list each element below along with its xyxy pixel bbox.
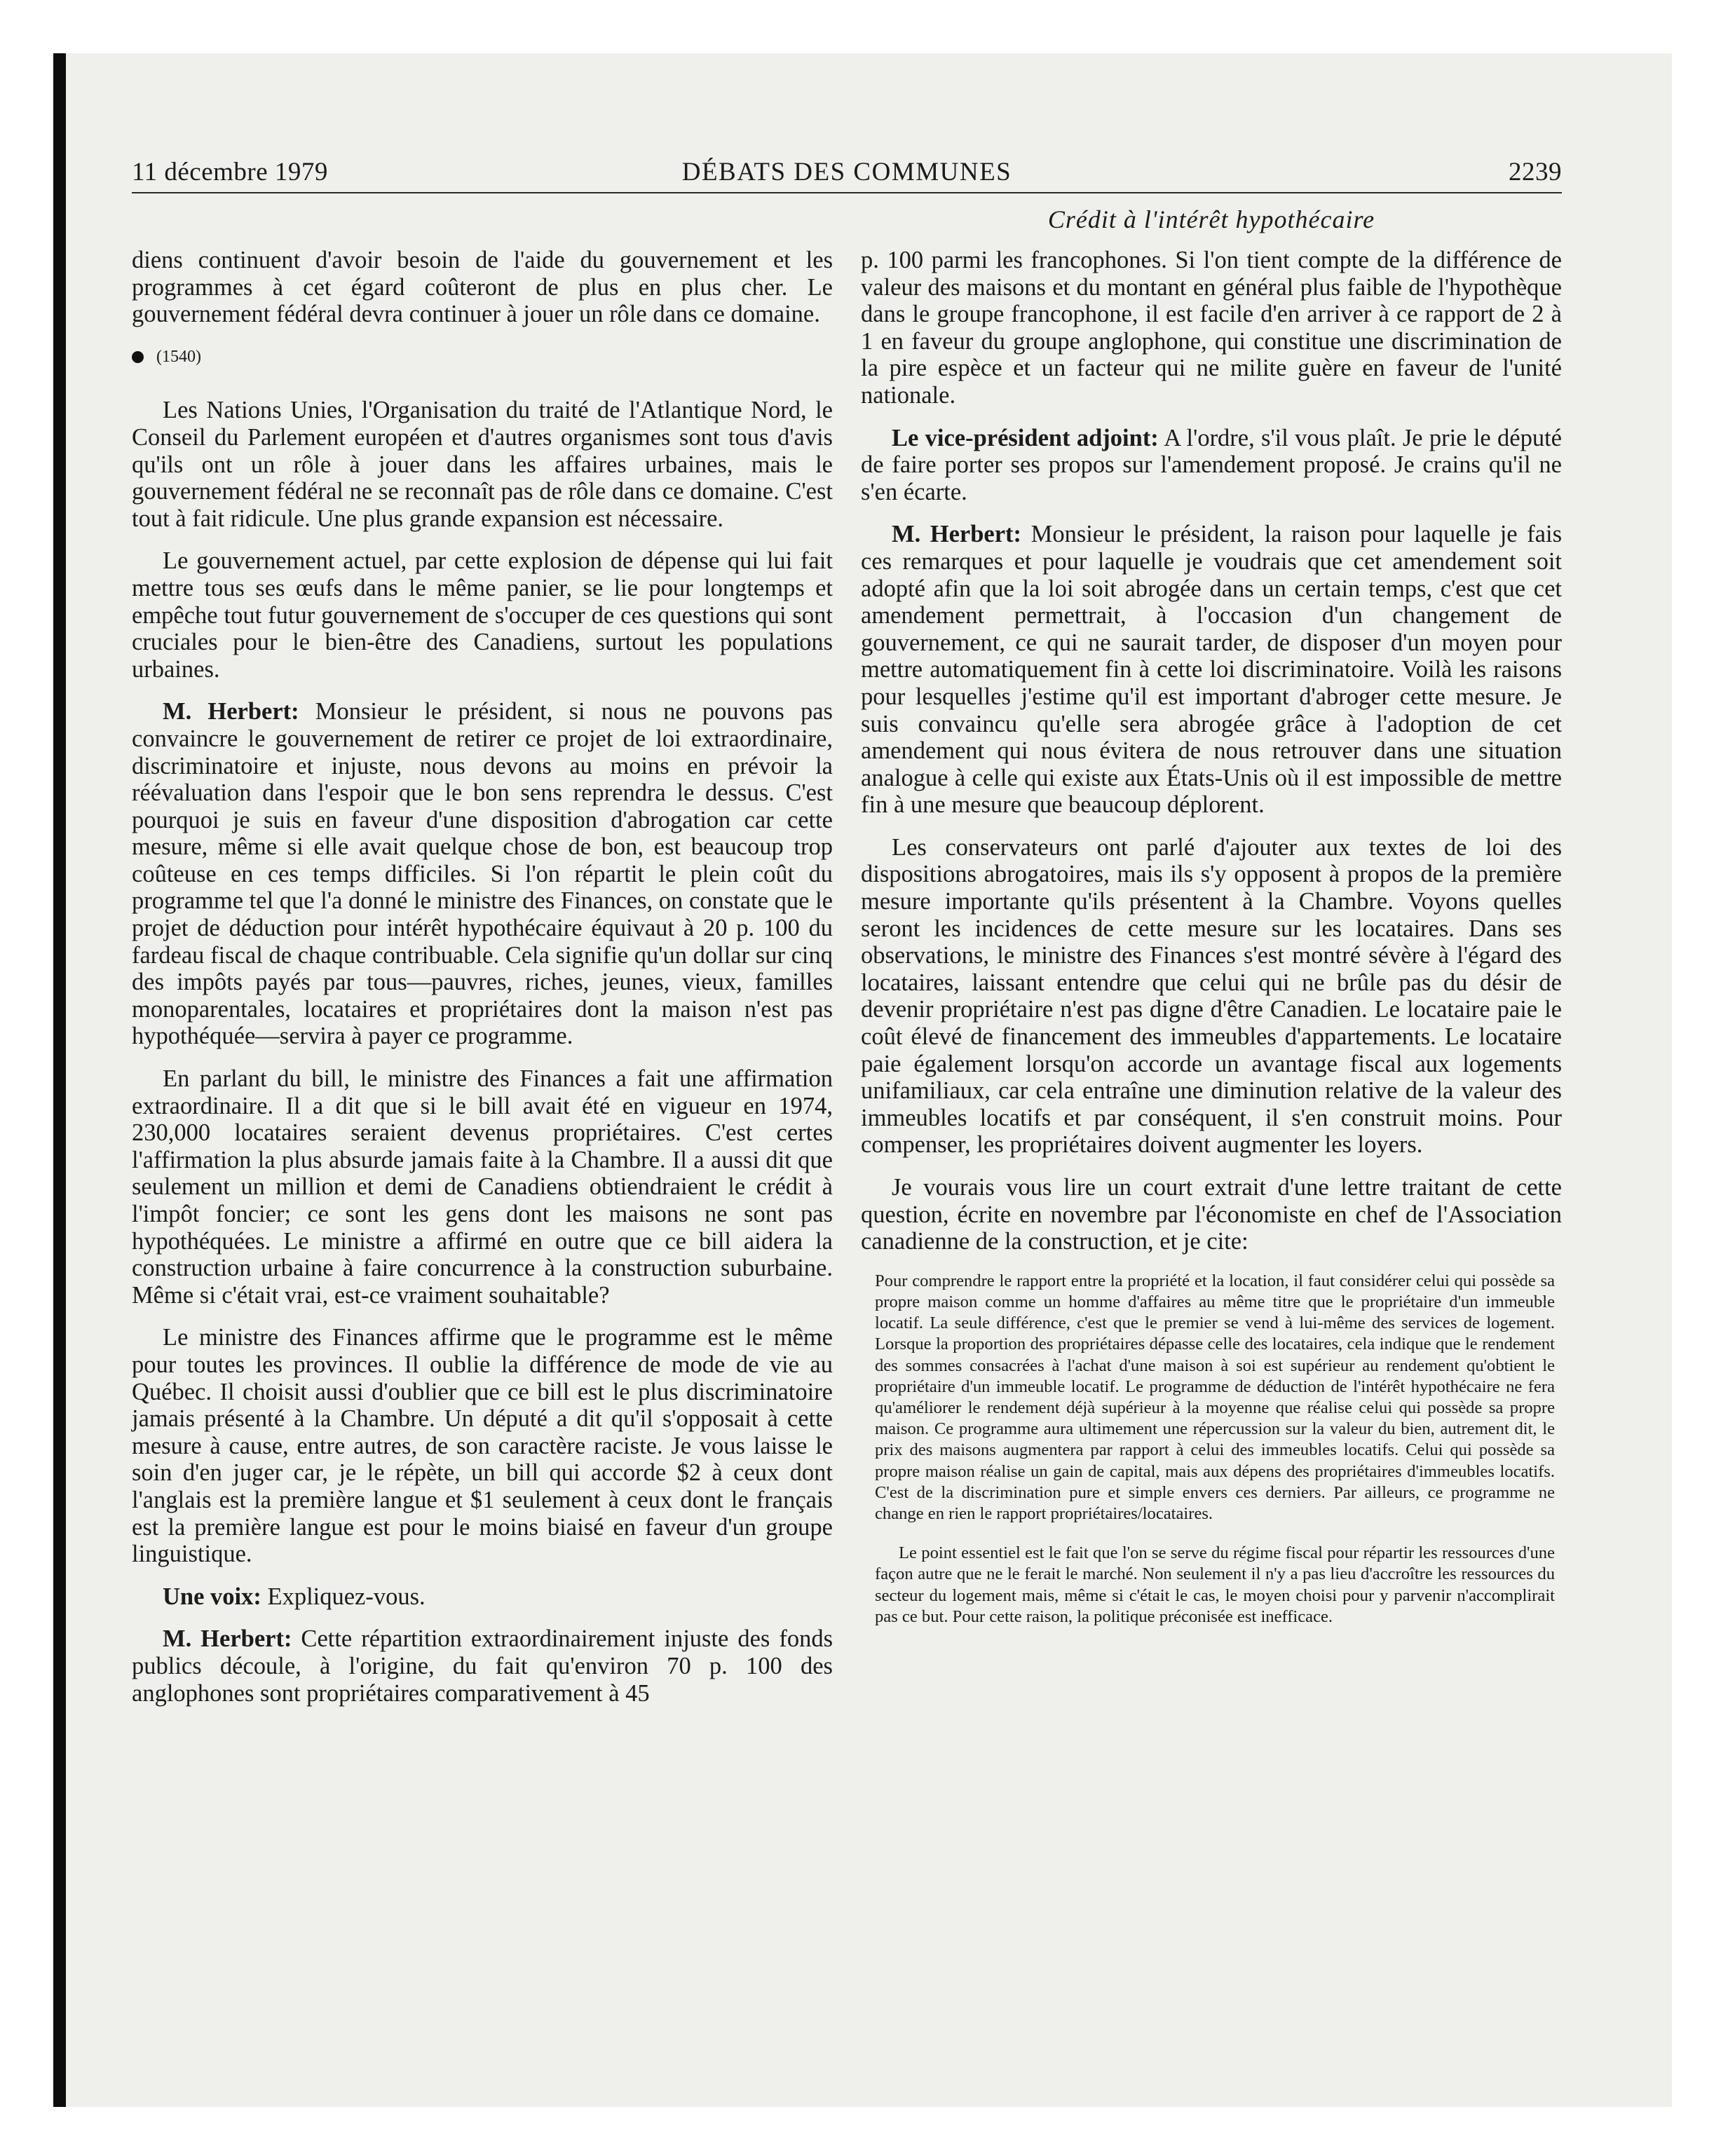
quote-paragraph: Le point essentiel est le fait que l'on se serve du régime fiscal pour répartir les ressources d'une façon autre que ne le ferait le marché. Non seulement il n'y a pas lieu d'accroître les ressources du secteur du logement mais, même si c'était le cas, le moyen choisi pour y parvenir n'accomplirait pas ce but. Pour cette raison, la politique préconisée est inefficace.: [875, 1543, 1555, 1626]
speaker-name: M. Herbert:: [163, 698, 299, 725]
paragraph: p. 100 parmi les francophones. Si l'on tient compte de la différence de valeur des maisons et du montant en général plus faible de l'hypothèque dans le groupe francophone, il est facile d'en arriver à ce rapport de 2 à 1 en faveur du groupe anglophone, qui constitue une discrimination de la pire espèce et un facteur qui ne milite guère en faveur de l'unité nationale.: [861, 247, 1562, 409]
header-page-number: 2239: [1509, 158, 1562, 186]
speech: [132, 698, 833, 1050]
speaker-name: Le vice-président adjoint:: [892, 424, 1159, 451]
running-title: Crédit à l'intérêt hypothécaire: [1047, 205, 1375, 233]
left-column: [132, 247, 833, 1722]
speech: [861, 425, 1562, 506]
speaker-name: M. Herbert:: [892, 521, 1022, 548]
paragraph: Le gouvernement actuel, par cette explosion de dépense qui lui fait mettre tous ses œufs dans le même panier, se lie pour longtemps et empêche tout futur gouvernement de s'occuper de ces questions qui sont cruciales pour le bien-être des Canadiens, surtout les populations urbaines.: [132, 547, 833, 683]
page-header: [132, 157, 1562, 193]
binding-edge: [53, 53, 66, 2107]
speech-text: Monsieur le président, si nous ne pouvons pas convaincre le gouvernement de retirer ce projet de loi extraordinaire, discriminatoire et injuste, nous devons au moins en prévoir la réévaluation dans l'espoir que le bon sens reprendra le dessus. C'est pourquoi je suis en faveur d'une disposition d'abrogation car cette mesure, même si elle avait quelque chose de bon, est beaucoup trop coûteuse en ces temps difficiles. Si l'on répartit le plein coût du programme tel que l'a donné le ministre des Finances, on constate que le projet de déduction pour intérêt hypothécaire équivaut à 20 p. 100 du fardeau fiscal de chaque contribuable. Cela signifie qu'un dollar sur cinq des impôts payés par tous—pauvres, riches, jeunes, vieux, familles monoparentales, locataires et propriétaires dont la maison n'est pas hypothéquée—servira à payer ce programme.: [132, 698, 833, 1050]
speaker-name: M. Herbert:: [163, 1625, 292, 1653]
header-date: 11 décembre 1979: [132, 158, 328, 186]
speech-text: A l'ordre, s'il vous plaît. Je prie le député de faire porter ses propos sur l'amendement proposé. Je crains qu'il ne s'en écarte.: [861, 424, 1563, 505]
paragraph: Je vourais vous lire un court extrait d'une lettre traitant de cette question, écrite en novembre par l'économiste en chef de l'Association canadienne de la construction, et je cite:: [861, 1174, 1562, 1255]
speech-text: Expliquez-vous.: [261, 1583, 426, 1610]
time-stamp-text: (1540): [156, 347, 201, 366]
paragraph: Les Nations Unies, l'Organisation du traité de l'Atlantique Nord, le Conseil du Parlement européen et d'autres organismes sont tous d'avis qu'ils ont un rôle à jouer dans les affaires urbaines, mais le gouvernement fédéral ne se reconnaît pas de rôle dans ce domaine. C'est tout à fait ridicule. Une plus grande expansion est nécessaire.: [132, 397, 833, 532]
paragraph: Les conservateurs ont parlé d'ajouter aux textes de loi des dispositions abrogatoires, mais ils s'y opposent à propos de la première mesure importante qu'ils présentent à la Chambre. Voyons quelles seront les incidences de cette mesure sur les locataires. Dans ses observations, le ministre des Finances s'est montré sévère à l'égard des locataires, laissant entendre que celui qui ne brûle pas du désir de devenir propriétaire n'est pas digne d'être Canadien. Le locataire paie le coût élevé de financement des immeubles d'appartements. Le locataire paie également lorsqu'on accorde un avantage fiscal aux logements unifamiliaux, car cela entraîne une diminution relative de la valeur des immeubles locatifs et par conséquent, il s'en construit moins. Pour compenser, les propriétaires doivent augmenter les loyers.: [861, 833, 1562, 1159]
speaker-name: Une voix:: [163, 1583, 261, 1610]
paragraph: En parlant du bill, le ministre des Finances a fait une affirmation extraordinaire. Il a dit que si le bill avait été en vigueur en 1974, 230,000 locataires seraient devenus propriétaires. C'est certes l'affirmation la plus absurde jamais faite à la Chambre. Il a aussi dit que seulement un million et demi de Canadiens obtiendraient le crédit à l'impôt foncier; ce sont les gens dont les maisons ne sont pas hypothéquées. Le ministre a affirmé en outre que ce bill aidera la construction urbaine à faire concurrence à la construction suburbaine. Même si c'était vrai, est-ce vraiment souhaitable?: [132, 1065, 833, 1309]
speech: [132, 1583, 833, 1611]
header-rule: [132, 192, 1562, 193]
speech-text: Monsieur le président, la raison pour laquelle je fais ces remarques et pour laquelle je voudrais que cet amendement soit adopté afin que la loi soit abrogée dans un certain temps, c'est que cet amendement permettrait, à l'occasion d'un changement de gouvernement, ce qui ne saurait tarder, de disposer d'un moyen pour mettre automatiquement fin à cette loi discriminatoire. Voilà les raisons pour lesquelles j'estime qu'il est important d'abroger cette mesure. Je suis convaincu qu'elle sera abrogée grâce à l'adoption de cet amendement qui nous évitera de nous retrouver dans une situation analogue à celle qui existe aux États-Unis où il est impossible de mettre fin à une mesure que beaucoup déplorent.: [861, 521, 1562, 819]
speech: [132, 1625, 833, 1707]
right-column: [861, 247, 1562, 1646]
paragraph: diens continuent d'avoir besoin de l'aide du gouvernement et les programmes à cet égard coûteront de plus en plus cher. Le gouvernement fédéral devra continuer à jouer un rôle dans ce domaine.: [132, 247, 833, 328]
header-publication: DÉBATS DES COMMUNES: [681, 158, 1012, 186]
paragraph: Le ministre des Finances affirme que le programme est le même pour toutes les provinces. Il oublie la différence de mode de vie au Québec. Il choisit aussi d'oublier que ce bill est le plus discriminatoire jamais présenté à la Chambre. Un député a dit qu'il s'opposait à cette mesure à cause, entre autres, de son caractère raciste. Je vous laisse le soin d'en juger car, je le répète, un bill qui accorde $2 à ceux dont l'anglais est la première langue et $1 seulement à ceux dont le français est la première langue est pour le moins biaisé en faveur d'un groupe linguistique.: [132, 1324, 833, 1568]
block-quote: [875, 1271, 1555, 1628]
speech: [861, 521, 1562, 819]
time-stamp: [132, 343, 833, 371]
speech-text: Cette répartition extraordinairement injuste des fonds publics découle, à l'origine, du fait qu'environ 70 p. 100 des anglophones sont propriétaires comparativement à 45: [132, 1625, 833, 1707]
bullet-icon: [132, 351, 144, 363]
quote-paragraph: Pour comprendre le rapport entre la propriété et la location, il faut considérer celui qui possède sa propre maison comme un homme d'affaires au même titre que le propriétaire d'un immeuble locatif. La seule différence, c'est que le premier se vend à lui-même des services de logement. Lorsque la proportion des propriétaires dépasse celle des locataires, cela indique que le rendement des sommes consacrées à l'achat d'une maison à soi est supérieur au rendement qu'obtient le propriétaire d'un immeuble locatif. Le programme de déduction de l'intérêt hypothécaire ne fera qu'améliorer le rendement déjà supérieur à la moyenne que réalise celui qui possède sa propre maison. Ce programme aura ultimement une répercussion sur la valeur du bien, autrement dit, le prix des maisons augmentera par rapport à celui des immeubles locatifs. Celui qui possède sa propre maison réalise un gain de capital, mais aux dépens des propriétaires d'immeubles locatifs. C'est de la discrimination pure et simple envers ces derniers. Par ailleurs, ce programme ne change en rien le rapport propriétaires/locataires.: [875, 1271, 1555, 1524]
